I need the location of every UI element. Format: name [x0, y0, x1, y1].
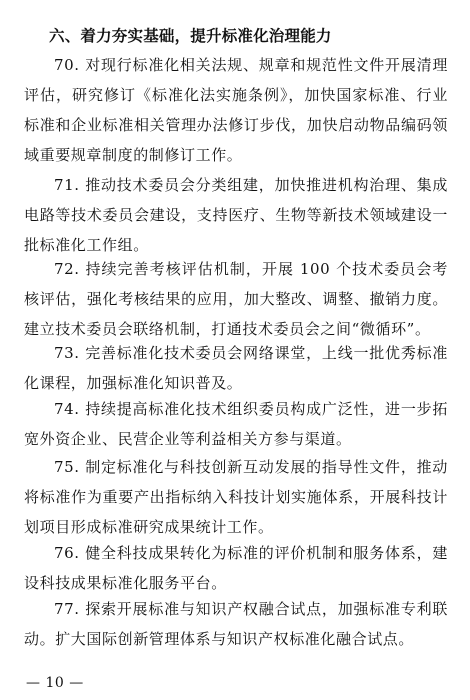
- paragraph-73: 73. 完善标准化技术委员会网络课堂，上线一批优秀标准化课程，加强标准化知识普及。: [24, 344, 448, 392]
- paragraph-76: 76. 健全科技成果转化为标准的评价机制和服务体系，建设科技成果标准化服务平台。: [24, 544, 448, 592]
- paragraph-77: 77. 探索开展标准与知识产权融合试点，加强标准专利联动。扩大国际创新管理体系与知识产权标准化融合试点。: [24, 600, 448, 648]
- paragraph-72: 72. 持续完善考核评估机制，开展 100 个技术委员会考核评估，强化考核结果的应用，加大整改、调整、撤销力度。建立技术委员会联络机制，打通技术委员会之间“微循环”。: [24, 260, 448, 338]
- paragraph-74: 74. 持续提高标准化技术组织委员构成广泛性，进一步拓宽外资企业、民营企业等利益相关方参与渠道。: [24, 400, 448, 448]
- section-heading: 六、着力夯实基础，提升标准化治理能力: [49, 27, 332, 45]
- paragraph-75: 75. 制定标准化与科技创新互动发展的指导性文件，推动将标准作为重要产出指标纳入科技计划实施体系，开展科技计划项目形成标准研究成果统计工作。: [24, 458, 448, 536]
- page-number: — 10 —: [26, 675, 84, 691]
- paragraph-71: 71. 推动技术委员会分类组建，加快推进机构治理、集成电路等技术委员会建设，支持医疗、生物等新技术领域建设一批标准化工作组。: [24, 176, 448, 254]
- paragraph-70: 70. 对现行标准化相关法规、规章和规范性文件开展清理评估，研究修订《标准化法实施条例》，加快国家标准、行业标准和企业标准相关管理办法修订步伐，加快启动物品编码领域重要规章制度的制修订工作。: [24, 56, 448, 164]
